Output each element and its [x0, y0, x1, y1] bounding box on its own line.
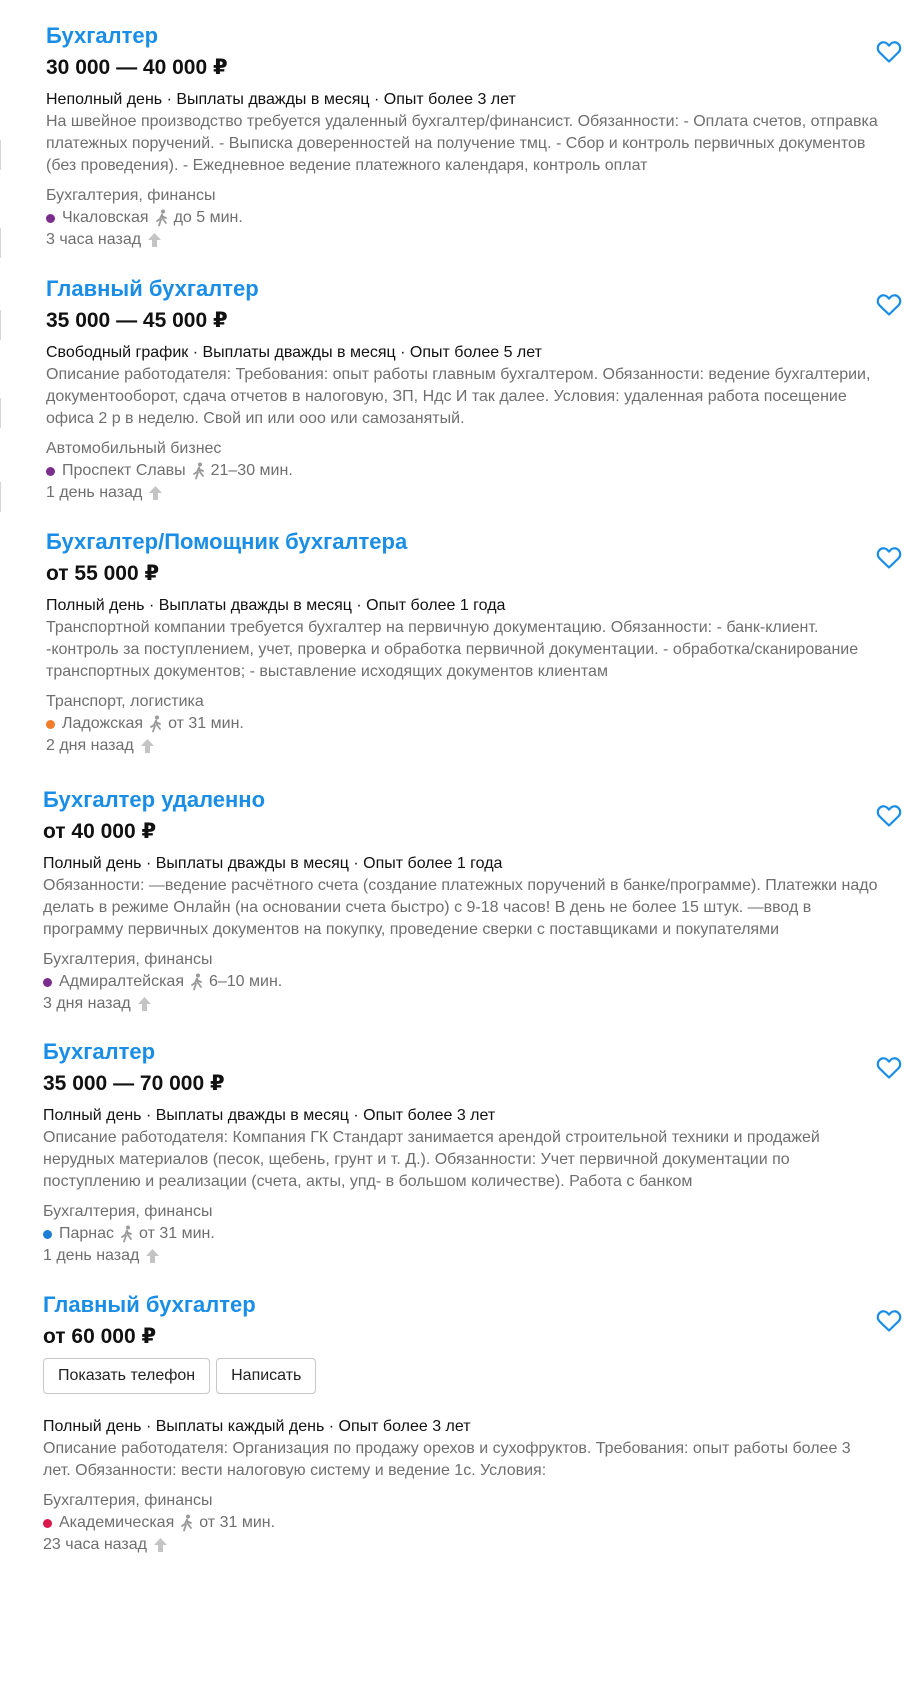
metro-line-dot [46, 467, 55, 476]
edge-mark [0, 140, 1, 170]
walk-time: до 5 мин. [173, 209, 243, 226]
vacancy-category: Бухгалтерия, финансы [43, 951, 213, 968]
vacancy-category: Автомобильный бизнес [46, 440, 222, 457]
contact-buttons [43, 1358, 316, 1394]
arrow-up-icon [137, 996, 152, 1012]
posted-time-text: 23 часа назад [43, 1536, 147, 1553]
vacancy-posted [46, 483, 163, 503]
vacancy-conditions: Свободный график · Выплаты дважды в месяц · Опыт более 5 лет [46, 344, 542, 361]
arrow-up-icon [147, 232, 162, 248]
arrow-up-icon [145, 1248, 160, 1264]
edge-mark [0, 398, 1, 428]
metro-station-name: Чкаловская [62, 209, 149, 226]
walk-time: 21–30 мин. [210, 462, 293, 479]
arrow-up-icon [148, 485, 163, 501]
walking-person-icon [191, 462, 207, 480]
metro-line-dot [46, 214, 55, 223]
metro-station-name: Академическая [59, 1514, 175, 1531]
vacancy-metro [43, 972, 282, 992]
posted-time-text: 3 часа назад [46, 231, 142, 248]
favorite-heart-icon[interactable] [876, 1309, 902, 1333]
metro-station-name: Ладожская [62, 715, 144, 732]
vacancy-posted [43, 1246, 160, 1266]
vacancy-title-link[interactable]: Главный бухгалтер [43, 1292, 256, 1317]
vacancy-metro [46, 714, 244, 734]
metro-line-dot [43, 1230, 52, 1239]
favorite-heart-icon[interactable] [876, 40, 902, 64]
vacancy-salary: от 60 000 ₽ [43, 1325, 157, 1348]
walking-person-icon [154, 209, 170, 227]
metro-station-name: Проспект Славы [62, 462, 186, 479]
arrow-up-icon [153, 1537, 168, 1553]
posted-time-text: 2 дня назад [46, 737, 134, 754]
vacancy-conditions: Полный день · Выплаты дважды в месяц · Опыт более 1 года [46, 597, 506, 614]
edge-mark [0, 310, 1, 340]
vacancy-category: Бухгалтерия, финансы [43, 1492, 213, 1509]
vacancy-conditions: Полный день · Выплаты каждый день · Опыт более 3 лет [43, 1418, 471, 1435]
favorite-heart-icon[interactable] [876, 804, 902, 828]
vacancy-title-link[interactable]: Бухгалтер удаленно [43, 787, 266, 812]
posted-time-text: 1 день назад [43, 1247, 140, 1264]
vacancy-posted [43, 1535, 168, 1555]
vacancy-category: Бухгалтерия, финансы [46, 187, 216, 204]
vacancy-salary: 30 000 — 40 000 ₽ [46, 56, 228, 79]
vacancy-salary: от 55 000 ₽ [46, 562, 160, 585]
favorite-heart-icon[interactable] [876, 1056, 902, 1080]
vacancy-conditions: Полный день · Выплаты дважды в месяц · Опыт более 3 лет [43, 1107, 496, 1124]
vacancy-title-link[interactable]: Бухгалтер [43, 1039, 156, 1064]
favorite-heart-icon[interactable] [876, 293, 902, 317]
vacancy-salary: 35 000 — 70 000 ₽ [43, 1072, 225, 1095]
posted-time-text: 1 день назад [46, 484, 143, 501]
vacancy-description: Описание работодателя: Требования: опыт работы главным бухгалтером. Обязанности: ведение бухгалтерии, документооборот, сдача отчетов в налоговую, ЗП, Ндс И так далее. Условия: удаленная работа посещение офиса 2 р в неделю. Свой ип или ооо или самозанятый. [46, 366, 871, 427]
vacancy-metro [46, 461, 293, 481]
walking-person-icon [189, 973, 205, 991]
vacancy-title-link[interactable]: Главный бухгалтер [46, 276, 259, 301]
metro-station-name: Адмиралтейская [59, 973, 184, 990]
walk-time: 6–10 мин. [208, 973, 283, 990]
vacancy-category: Транспорт, логистика [46, 693, 204, 710]
vacancy-conditions: Полный день · Выплаты дважды в месяц · Опыт более 1 года [43, 855, 503, 872]
favorite-heart-icon[interactable] [876, 546, 902, 570]
vacancy-title-link[interactable]: Бухгалтер/Помощник бухгалтера [46, 529, 408, 554]
vacancy-posted [46, 230, 162, 250]
vacancy-description: Описание работодателя: Организация по продажу орехов и сухофруктов. Требования: опыт работы более 3 лет. Обязанности: вести налоговую систему и ведение 1с. Условия: [43, 1440, 851, 1479]
vacancy-metro [43, 1224, 215, 1244]
metro-line-dot [43, 978, 52, 987]
vacancy-title-link[interactable]: Бухгалтер [46, 23, 159, 48]
vacancy-conditions: Неполный день · Выплаты дважды в месяц · Опыт более 3 лет [46, 91, 516, 108]
vacancy-salary: 35 000 — 45 000 ₽ [46, 309, 228, 332]
walk-time: от 31 мин. [139, 1225, 215, 1242]
vacancy-category: Бухгалтерия, финансы [43, 1203, 213, 1220]
vacancy-description: На швейное производство требуется удаленный бухгалтер/финансист. Обязанности: - Оплата счетов, отправка платежных поручений. - Выписка доверенностей на получение тмц. - Сбор и контроль первичных документов (без проведения). - Ежедневное ведение платежного календаря, контроль оплат [46, 113, 878, 174]
edge-mark [0, 228, 1, 258]
vacancy-description: Описание работодателя: Компания ГК Стандарт занимается арендой строительной техники и продажей нерудных материалов (песок, щебень, грунт и т. Д.). Обязанности: Учет первичной документации по поступлению и реализации (счета, акты, упд- в большом количестве). Работа с банком [43, 1129, 820, 1190]
metro-line-dot [43, 1519, 52, 1528]
walk-time: от 31 мин. [199, 1514, 276, 1531]
walk-time: от 31 мин. [168, 715, 244, 732]
arrow-up-icon [140, 738, 155, 754]
edge-mark [0, 482, 1, 512]
posted-time-text: 3 дня назад [43, 995, 131, 1012]
vacancy-description: Обязанности: —ведение расчётного счета (создание платежных поручений в банке/программе). Платежки надо делать в режиме Онлайн (на основании счета быстро) с 9-18 часов! В день не более 15 штук. —ввод в программу первичных документов на покупку, проведение сверки с поставщиками и покупателями [43, 877, 878, 938]
vacancy-description: Транспортной компании требуется бухгалтер на первичную документацию. Обязанности: - банк-клиент. -контроль за поступлением, учет, проверка и обработка первичной документации. - обработка/сканирование транспортных документов; - выставление исходящих документов клиентам [46, 619, 859, 680]
vacancy-posted [46, 736, 155, 756]
walking-person-icon [179, 1514, 195, 1532]
vacancy-metro [43, 1513, 275, 1533]
metro-line-dot [46, 720, 55, 729]
show-phone-button[interactable]: Показать телефон [43, 1358, 210, 1394]
walking-person-icon [119, 1225, 135, 1243]
vacancy-salary: от 40 000 ₽ [43, 820, 157, 843]
vacancy-metro [46, 208, 243, 228]
write-message-button[interactable]: Написать [216, 1358, 316, 1394]
walking-person-icon [148, 715, 164, 733]
metro-station-name: Парнас [59, 1225, 115, 1242]
vacancy-posted [43, 994, 152, 1014]
